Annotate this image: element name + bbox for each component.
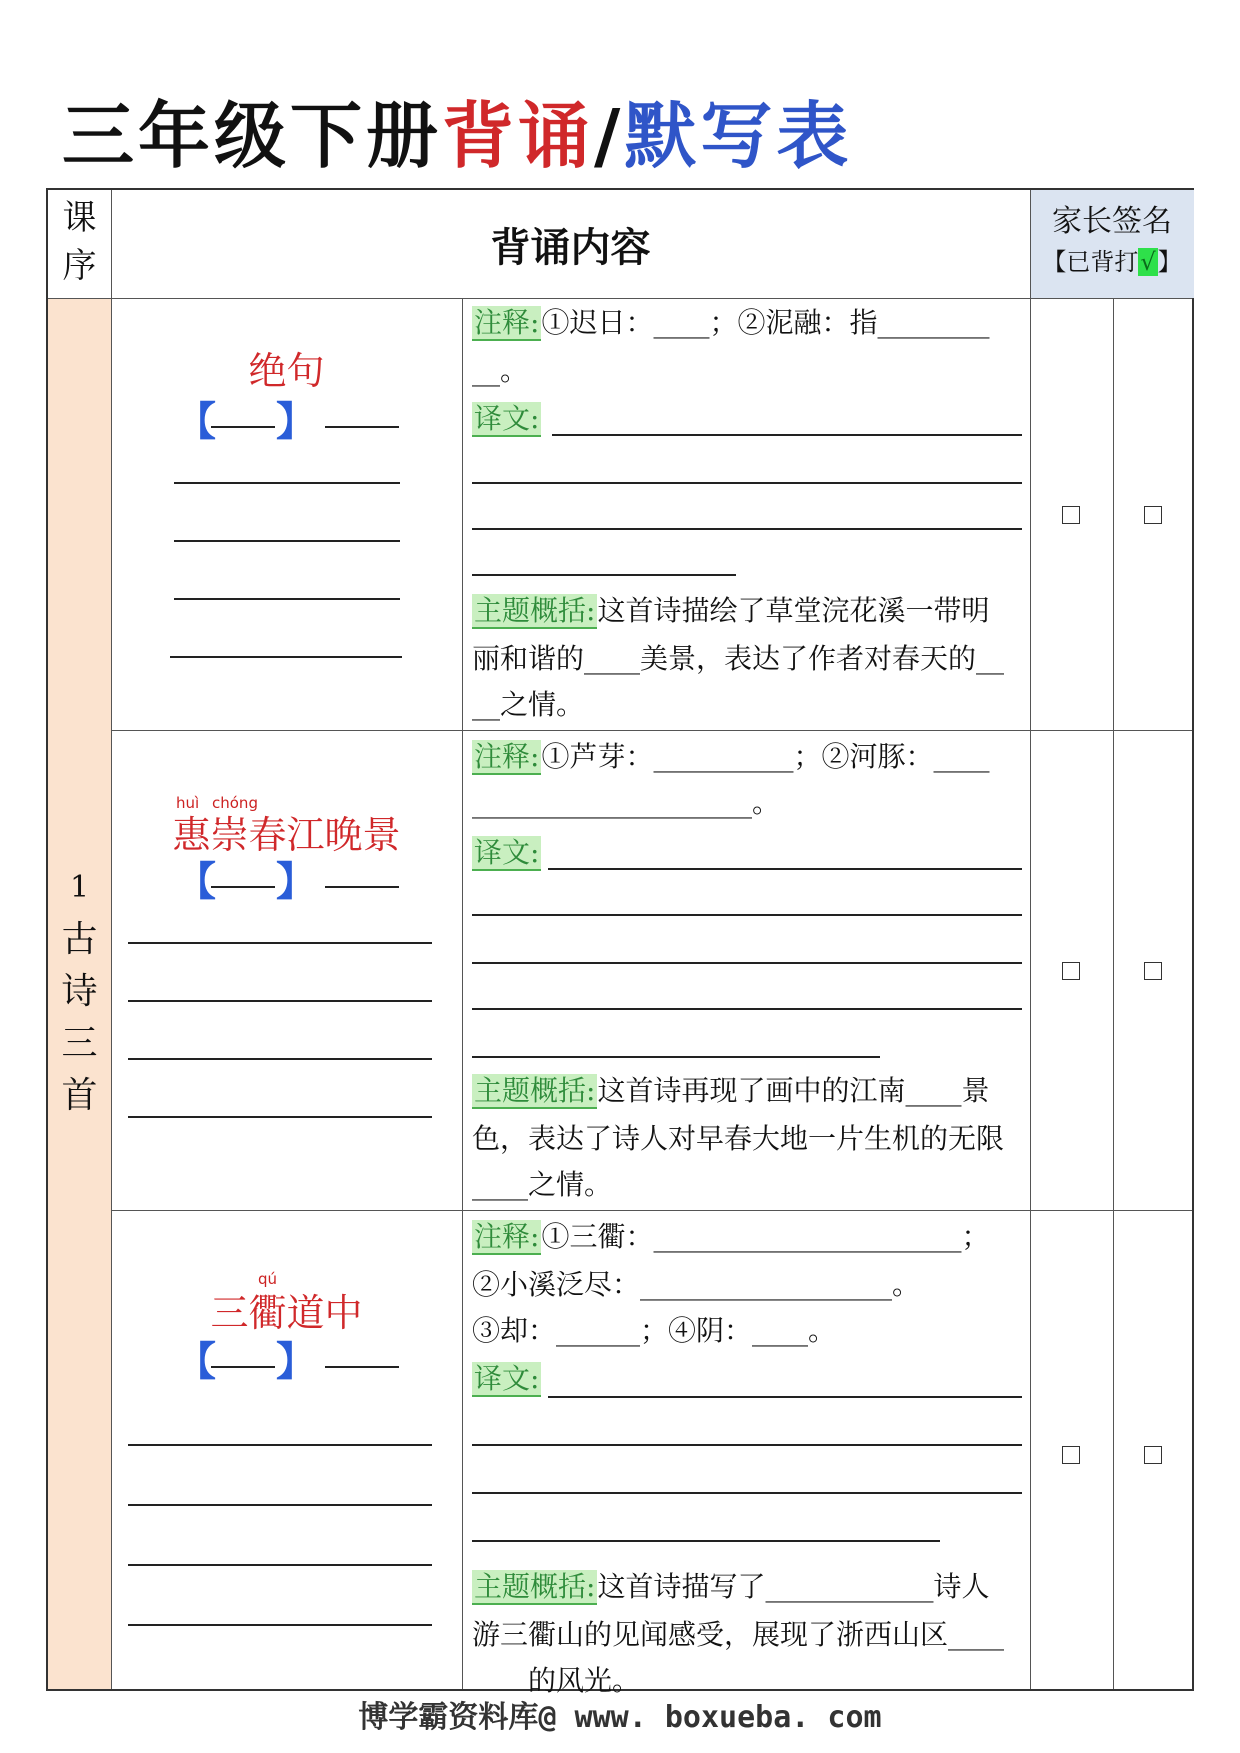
sign-checkbox[interactable] xyxy=(1144,1446,1162,1464)
translation-blank[interactable] xyxy=(472,1540,940,1542)
translation-blank[interactable] xyxy=(548,868,1022,870)
translation-blank[interactable] xyxy=(472,1056,880,1058)
note-text: ____________________。 xyxy=(472,786,781,819)
header-divider xyxy=(48,298,1192,299)
note-line xyxy=(472,306,989,340)
dynasty-blank[interactable] xyxy=(211,886,275,888)
poem-line-blank[interactable] xyxy=(174,482,400,484)
translation-blank[interactable] xyxy=(472,1008,1022,1010)
sign-checkbox[interactable] xyxy=(1062,506,1080,524)
col-divider-4 xyxy=(1113,298,1114,1689)
translation-label-line xyxy=(472,1362,541,1396)
dynasty-blank[interactable] xyxy=(211,426,275,428)
translation-tag: 译文: xyxy=(474,1362,540,1395)
sign-checkbox[interactable] xyxy=(1144,506,1162,524)
translation-label-line xyxy=(472,402,541,436)
translation-blank[interactable] xyxy=(472,962,1022,964)
theme-line xyxy=(472,1074,989,1108)
poem-line-blank[interactable] xyxy=(128,1444,432,1446)
sign-checkbox[interactable] xyxy=(1144,962,1162,980)
sign-checkbox[interactable] xyxy=(1062,962,1080,980)
note-text: ①三衢：______________________； xyxy=(541,1220,990,1253)
col-divider-2 xyxy=(462,298,463,1689)
note-tag: 注释: xyxy=(474,740,540,773)
bracket-right: 】 xyxy=(276,398,316,445)
note-line xyxy=(472,740,989,774)
theme-text: __之情。 xyxy=(472,688,585,721)
theme-tag: 主题概括: xyxy=(474,1074,596,1107)
bracket-left: 【 xyxy=(176,1338,216,1385)
lesson-col-header-char-1: 课 xyxy=(62,198,97,238)
poem-line-blank[interactable] xyxy=(128,1000,432,1002)
poem-line-blank[interactable] xyxy=(174,598,400,600)
note-text: ①迟日：____；②泥融：指________ xyxy=(541,306,990,339)
pinyin-annotation: chóng xyxy=(212,794,258,812)
author-blank[interactable] xyxy=(325,1366,399,1368)
translation-tag: 译文: xyxy=(474,836,540,869)
poem-line-blank[interactable] xyxy=(128,1564,432,1566)
translation-label-line xyxy=(472,836,541,870)
translation-blank[interactable] xyxy=(472,482,1022,484)
poem-line-blank[interactable] xyxy=(128,1504,432,1506)
theme-tag: 主题概括: xyxy=(474,1570,596,1603)
page-title xyxy=(62,78,852,178)
theme-text: 色，表达了诗人对早春大地一片生机的无限 xyxy=(472,1122,1005,1155)
pinyin-annotation: huì xyxy=(176,794,200,812)
theme-text: 这首诗描绘了草堂浣花溪一带明 xyxy=(597,594,990,627)
translation-blank[interactable] xyxy=(548,1396,1022,1398)
poem-title: 惠崇春江晚景 xyxy=(172,813,401,857)
author-blank[interactable] xyxy=(325,426,399,428)
translation-tag: 译文: xyxy=(474,402,540,435)
footer-watermark: 博学霸资料库@ www. boxueba. com xyxy=(358,1700,882,1735)
lesson-name-char: 古 xyxy=(61,919,98,960)
translation-blank[interactable] xyxy=(472,1492,1022,1494)
theme-line xyxy=(472,1570,989,1604)
translation-blank[interactable] xyxy=(472,528,1022,530)
sign-col-header: 家长签名 xyxy=(1052,204,1172,239)
translation-blank[interactable] xyxy=(472,1444,1022,1446)
theme-text: 的风光。 xyxy=(528,1664,641,1697)
note-text: ③却：______；④阴：____。 xyxy=(472,1314,837,1347)
note-tag: 注释: xyxy=(474,306,540,339)
poem-title: 三衢道中 xyxy=(210,1291,363,1335)
bracket-left: 【 xyxy=(176,398,216,445)
title-red-part: 背诵 xyxy=(442,94,595,178)
content-col-header: 背诵内容 xyxy=(490,224,651,271)
sign-hint-suffix: 】 xyxy=(1157,248,1182,276)
translation-blank[interactable] xyxy=(552,434,1022,436)
poem-line-blank[interactable] xyxy=(128,1116,432,1118)
lesson-col-header-char-2: 序 xyxy=(62,246,97,286)
poem-line-blank[interactable] xyxy=(170,656,402,658)
title-slash: / xyxy=(594,94,625,178)
poem-line-blank[interactable] xyxy=(128,1058,432,1060)
col-divider-1 xyxy=(111,190,112,1689)
sign-hint-prefix: 【已背打 xyxy=(1042,248,1139,276)
note-text: ①芦芽：__________；②河豚：____ xyxy=(541,740,990,773)
theme-line xyxy=(472,594,989,628)
col-divider-3 xyxy=(1030,190,1031,1689)
translation-blank[interactable] xyxy=(472,574,736,576)
row-divider-1 xyxy=(111,730,1192,731)
recitation-table xyxy=(46,188,1194,1697)
theme-text: ____之情。 xyxy=(472,1168,613,1201)
theme-text: 这首诗再现了画中的江南____景 xyxy=(597,1074,990,1107)
translation-blank[interactable] xyxy=(472,914,1022,916)
theme-text: 游三衢山的见闻感受，展现了浙西山区____ xyxy=(472,1618,1005,1651)
pinyin-annotation: qú xyxy=(258,1270,278,1288)
lesson-name xyxy=(48,914,111,1122)
poem-line-blank[interactable] xyxy=(128,1624,432,1626)
lesson-name-char: 三 xyxy=(61,1023,98,1064)
poem-title: 绝句 xyxy=(248,349,325,393)
poem-line-blank[interactable] xyxy=(174,540,400,542)
lesson-col-header xyxy=(48,194,111,290)
bracket-right: 】 xyxy=(276,1338,316,1385)
author-blank[interactable] xyxy=(325,886,399,888)
theme-text: 丽和谐的____美景，表达了作者对春天的__ xyxy=(472,642,1005,675)
theme-tag: 主题概括: xyxy=(474,594,596,627)
sign-col-hint xyxy=(1030,242,1194,277)
row-divider-2 xyxy=(111,1210,1192,1211)
dynasty-blank[interactable] xyxy=(211,1366,275,1368)
title-black-part: 三年级下册 xyxy=(62,94,443,178)
lesson-name-char: 诗 xyxy=(61,971,98,1012)
lesson-number: 1 xyxy=(69,870,90,905)
bracket-right: 】 xyxy=(276,858,316,905)
note-tag: 注释: xyxy=(474,1220,540,1253)
bracket-left: 【 xyxy=(176,858,216,905)
sign-checkbox[interactable] xyxy=(1062,1446,1080,1464)
lesson-name-char: 首 xyxy=(61,1075,98,1116)
note-line xyxy=(472,1220,989,1254)
note-text: ②小溪泛尽：__________________。 xyxy=(472,1268,921,1301)
title-blue-part: 默写表 xyxy=(624,94,853,178)
poem-line-blank[interactable] xyxy=(128,942,432,944)
theme-text: 这首诗描写了____________诗人 xyxy=(597,1570,990,1603)
checkmark-icon: √ xyxy=(1140,248,1156,276)
note-text: __。 xyxy=(472,354,529,387)
